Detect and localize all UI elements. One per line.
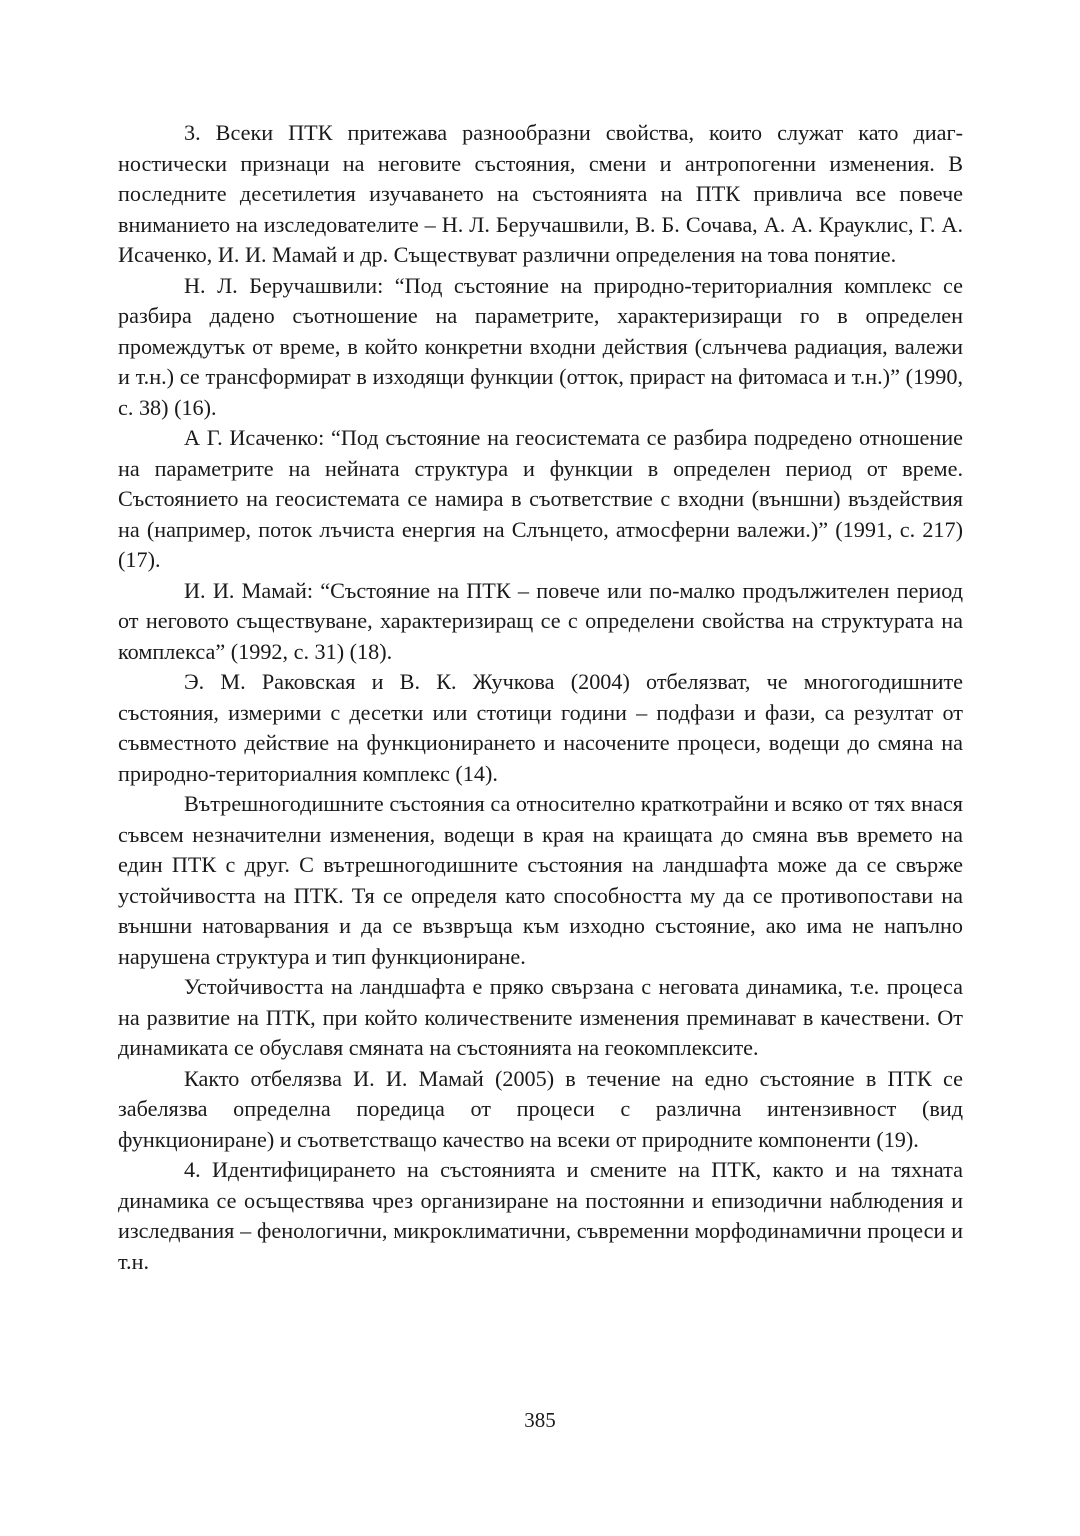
- paragraph-9: 4. Идентифицирането на състоянията и смените на ПТК, както и на тяхната динамика се осъществява чрез организиране на постоянни и епизодични наблюдения и изследвания – фенологични, микроклиматични, съвременни морфодинамични процеси и т.н.: [118, 1157, 963, 1274]
- document-body: [118, 118, 963, 1277]
- paragraph-4: И. И. Мамай: “Състояние на ПТК – повече или по-малко продължителен период от неговото съществуване, характеризиращ се с определени свойства на структурата на комплекса” (1992, с. 31) (18).: [118, 577, 963, 664]
- paragraph-2: Н. Л. Беручашвили: “Под състояние на природно-териториалния комплекс се разбира дадено съотношение на параметрите, характеризиращи го в определен промеждутък от време, в който конкретни входни действия (слънчева радиация, валежи и т.н.) се трансформират в изходящи функции (отток, прираст на фитомаса и т.н.)” (1990, с. 38) (16).: [118, 272, 963, 420]
- page-number: 385: [524, 1408, 556, 1432]
- paragraph-8: Както отбелязва И. И. Мамай (2005) в течение на едно състояние в ПТК се забелязва определна поредица от процеси с различна интензивност (вид функциониране) и съответстващо качество на всеки от природните компоненти (19).: [118, 1065, 963, 1152]
- paragraph-1: 3. Всеки ПТК притежава разнообразни свойства, които служат като диагностически признаци на неговите състояния, смени и антропогенни изменения. В последните десетилетия изучаването на състоянията на ПТК привлича все повече вниманието на изследователите – Н. Л. Беручашвили, В. Б. Сочава, А. А. Крауклис, Г. А. Исаченко, И. И. Мамай и др. Съществуват различни определения на това понятие.: [118, 120, 963, 267]
- paragraph-6: Вътрешногодишните състояния са относително краткотрайни и всяко от тях внася съвсем незначителни изменения, водещи в края на краищата до смяна във времето на един ПТК с друг. С вътрешногодишните състояния на ландшафта може да се свърже устойчивостта на ПТК. Тя се определя като способността му да се противопостави на външни натоварвания и да се възвръща към изходно състояние, ако има не напълно нарушена структура и тип функциониране.: [118, 791, 963, 969]
- paragraph-3: А Г. Исаченко: “Под състояние на геосистемата се разбира подредено отношение на параметрите на нейната структура и функции в определен период от време. Състоянието на геосистемата се намира в съответствие с входни (външни) въздействия на (например, поток лъчиста енергия на Слънцето, атмосферни валежи.)” (1991, с. 217) (17).: [118, 425, 963, 572]
- paragraph-7: Устойчивостта на ландшафта е пряко свързана с неговата динамика, т.е. процеса на развитие на ПТК, при който количествените изменения преминават в качествени. От динамиката се обуславя смяната на състоянията на геокомплексите.: [118, 974, 963, 1060]
- paragraph-5: Э. М. Раковская и В. К. Жучкова (2004) отбелязват, че многогодишните състояния, измерими с десетки или стотици години – подфази и фази, са резултат от съвместното действие на функционирането и насочените процеси, водещи до смяна на природно-териториалния комплекс (14).: [118, 669, 963, 786]
